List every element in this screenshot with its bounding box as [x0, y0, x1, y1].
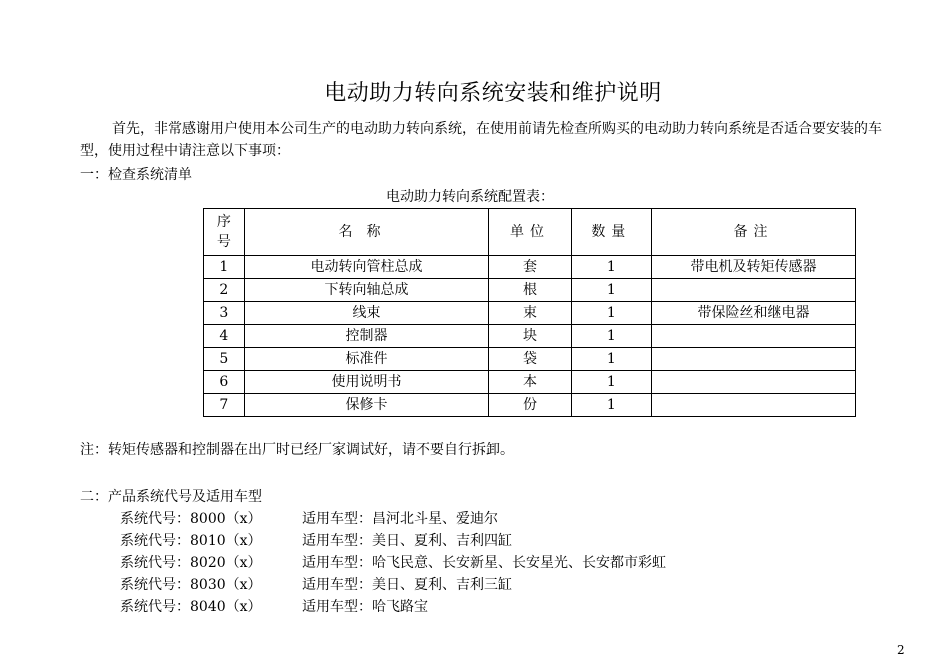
cell-qty: 1: [571, 279, 651, 302]
section-2-heading: 二：产品系统代号及适用车型: [80, 489, 262, 505]
table-row: [204, 325, 856, 348]
cell-remark: [651, 325, 855, 348]
cell-qty: 1: [571, 325, 651, 348]
cell-name: 使用说明书: [244, 371, 489, 394]
cell-qty: 1: [571, 394, 651, 417]
cell-remark: 带保险丝和继电器: [651, 302, 855, 325]
section-1-heading: 一：检查系统清单: [80, 167, 192, 183]
table-row: [204, 348, 856, 371]
cell-unit: 套: [489, 256, 571, 279]
system-code: 系统代号：8030（x）: [120, 577, 262, 593]
header-qty: 数量: [571, 209, 651, 256]
cell-unit: 本: [489, 371, 571, 394]
table-row: [204, 256, 856, 279]
cell-unit: 块: [489, 325, 571, 348]
cell-remark: [651, 371, 855, 394]
cell-remark: [651, 279, 855, 302]
note-text: 注：转矩传感器和控制器在出厂时已经厂家调试好，请不要自行拆卸。: [80, 442, 514, 458]
applicable-models: 适用车型：哈飞路宝: [302, 599, 428, 615]
system-code: 系统代号：8040（x）: [120, 599, 262, 615]
page-number: 2: [897, 643, 905, 657]
cell-name: 下转向轴总成: [244, 279, 489, 302]
cell-index: 3: [204, 302, 245, 325]
cell-qty: 1: [571, 256, 651, 279]
header-remark: 备注: [651, 209, 855, 256]
cell-name: 标准件: [244, 348, 489, 371]
table-caption: 电动助力转向系统配置表：: [386, 189, 554, 205]
cell-unit: 束: [489, 302, 571, 325]
cell-index: 6: [204, 371, 245, 394]
header-index-text: 序号: [216, 214, 231, 250]
cell-remark: [651, 394, 855, 417]
cell-unit: 根: [489, 279, 571, 302]
applicable-models: 适用车型：美日、夏利、吉利四缸: [302, 533, 512, 549]
system-code: 系统代号：8020（x）: [120, 555, 262, 571]
cell-name: 保修卡: [244, 394, 489, 417]
cell-qty: 1: [571, 348, 651, 371]
cell-index: 5: [204, 348, 245, 371]
cell-qty: 1: [571, 371, 651, 394]
intro-paragraph: 首先，非常感谢用户使用本公司生产的电动助力转向系统，在使用前请先检查所购买的电动助力转向系统是否适合要安装的车型，使用过程中请注意以下事项：: [80, 121, 882, 159]
cell-name: 电动转向管柱总成: [244, 256, 489, 279]
cell-name: 控制器: [244, 325, 489, 348]
applicable-models: 适用车型：昌河北斗星、爱迪尔: [302, 511, 498, 527]
system-code: 系统代号：8000（x）: [120, 511, 262, 527]
cell-index: 1: [204, 256, 245, 279]
cell-unit: 袋: [489, 348, 571, 371]
list-item: [120, 552, 666, 574]
header-index: [204, 209, 245, 256]
header-name: 名称: [244, 209, 489, 256]
cell-index: 4: [204, 325, 245, 348]
cell-index: 7: [204, 394, 245, 417]
cell-remark: [651, 348, 855, 371]
table-row: [204, 302, 856, 325]
system-code: 系统代号：8010（x）: [120, 533, 262, 549]
cell-index: 2: [204, 279, 245, 302]
applicable-models: 适用车型：美日、夏利、吉利三缸: [302, 577, 512, 593]
cell-name: 线束: [244, 302, 489, 325]
system-code-list: [120, 508, 666, 618]
list-item: [120, 508, 666, 530]
table-row: [204, 371, 856, 394]
cell-remark: 带电机及转矩传感器: [651, 256, 855, 279]
table-row: [204, 394, 856, 417]
header-unit: 单位: [489, 209, 571, 256]
document-title: 电动助力转向系统安装和维护说明: [324, 81, 662, 106]
applicable-models: 适用车型：哈飞民意、长安新星、长安星光、长安都市彩虹: [302, 555, 666, 571]
list-item: [120, 596, 666, 618]
cell-qty: 1: [571, 302, 651, 325]
cell-unit: 份: [489, 394, 571, 417]
config-table: [203, 208, 856, 417]
list-item: [120, 574, 666, 596]
list-item: [120, 530, 666, 552]
table-header-row: [204, 209, 856, 256]
table-row: [204, 279, 856, 302]
